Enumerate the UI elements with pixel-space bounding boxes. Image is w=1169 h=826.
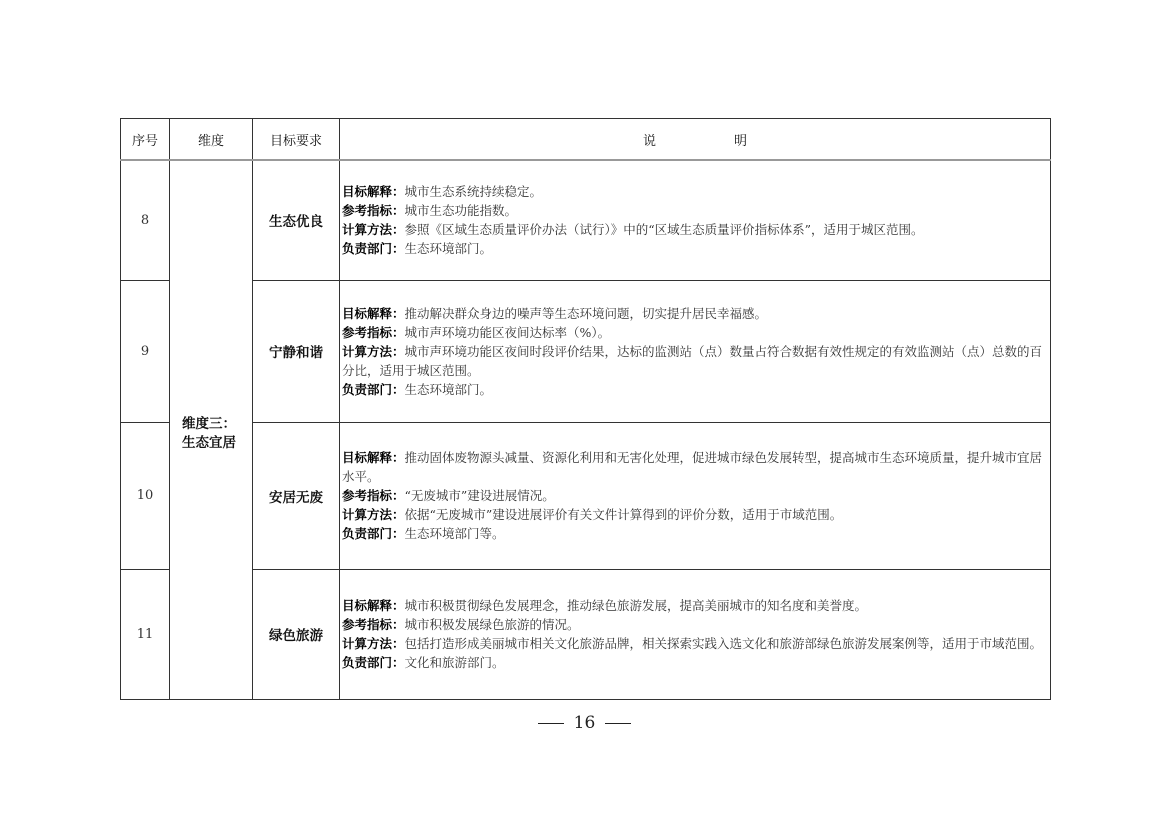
method-line (342, 342, 1048, 380)
indicator-label: 参考指标： (342, 617, 405, 632)
target-line (342, 304, 1048, 323)
dept-label: 负责部门： (342, 526, 405, 541)
target-text: 推动解决群众身边的噪声等生态环境问题，切实提升居民幸福感。 (404, 305, 768, 321)
dept-label: 负责部门： (342, 381, 405, 397)
method-label: 计算方法： (342, 636, 405, 651)
row-number: 9 (121, 280, 170, 422)
indicator-text: 城市生态功能指数。 (404, 203, 518, 219)
dept-text: 生态环境部门。 (404, 381, 493, 397)
table-row (121, 160, 1051, 280)
method-line (342, 634, 1048, 653)
header-description (340, 119, 1051, 161)
indicator-text: 城市声环境功能区夜间达标率（%）。 (404, 324, 611, 340)
dept-label: 负责部门： (342, 655, 405, 670)
indicator-label: 参考指标： (342, 324, 405, 340)
indicator-label: 参考指标： (342, 488, 405, 503)
method-text: 依据“无废城市”建设进展评价有关文件计算得到的评价分数，适用于市域范围。 (404, 507, 843, 522)
dept-label: 负责部门： (342, 241, 405, 257)
row-number: 8 (121, 160, 170, 280)
goal-cell: 生态优良 (253, 160, 340, 280)
indicator-text: “无废城市”建设进展情况。 (404, 488, 555, 503)
dept-line (342, 239, 1048, 258)
target-text: 城市生态系统持续稳定。 (404, 184, 543, 200)
dept-line (342, 524, 1048, 543)
goal-cell: 宁静和谐 (253, 280, 340, 422)
method-line (342, 505, 1048, 524)
indicator-line (342, 201, 1048, 220)
target-line (342, 448, 1048, 486)
target-line (342, 182, 1048, 201)
dept-text: 文化和旅游部门。 (404, 655, 505, 670)
header-description-left: 说 (642, 133, 656, 149)
header-dimension: 维度 (170, 119, 253, 161)
method-text: 包括打造形成美丽城市相关文化旅游品牌，相关探索实践入选文化和旅游部绿色旅游发展案例等，适用于市域范围。 (404, 636, 1043, 651)
target-label: 目标解释： (342, 598, 405, 613)
table-row (121, 422, 1051, 569)
method-label: 计算方法： (342, 222, 405, 238)
dash-left (538, 723, 564, 724)
description-cell (340, 569, 1051, 699)
target-text: 推动固体废物源头减量、资源化利用和无害化处理，促进城市绿色发展转型，提高城市生态环境质量，提升城市宜居水平。 (342, 450, 1043, 484)
dash-right (605, 723, 631, 724)
dept-line (342, 380, 1048, 399)
goal-cell: 安居无废 (253, 422, 340, 569)
indicator-line (342, 323, 1048, 342)
dimension-label-line1: 维度三： (182, 415, 236, 432)
row-number: 10 (121, 422, 170, 569)
dept-text: 生态环境部门。 (404, 241, 493, 257)
table-row (121, 280, 1051, 422)
method-label: 计算方法： (342, 343, 405, 359)
target-label: 目标解释： (342, 305, 405, 321)
header-goal: 目标要求 (253, 119, 340, 161)
row-number: 11 (121, 569, 170, 699)
table-row (121, 569, 1051, 699)
header-description-right: 明 (734, 133, 748, 149)
page-number: 16 (573, 713, 596, 733)
dimension-cell (170, 160, 253, 699)
indicator-line (342, 615, 1048, 634)
method-text: 城市声环境功能区夜间时段评价结果，达标的监测站（点）数量占符合数据有效性规定的有效监测站（点）总数的百分比，适用于城区范围。 (342, 343, 1043, 378)
indicator-table (120, 118, 1051, 700)
description-cell (340, 422, 1051, 569)
goal-cell: 绿色旅游 (253, 569, 340, 699)
page-footer (0, 713, 1169, 733)
dept-line (342, 653, 1048, 672)
method-line (342, 220, 1048, 239)
dept-text: 生态环境部门等。 (404, 526, 505, 541)
indicator-label: 参考指标： (342, 203, 405, 219)
target-text: 城市积极贯彻绿色发展理念，推动绿色旅游发展，提高美丽城市的知名度和美誉度。 (404, 598, 868, 613)
indicator-line (342, 486, 1048, 505)
target-label: 目标解释： (342, 450, 405, 465)
dimension-label-line2: 生态宜居 (182, 434, 236, 451)
target-line (342, 596, 1048, 615)
description-cell (340, 280, 1051, 422)
indicator-text: 城市积极发展绿色旅游的情况。 (404, 617, 580, 632)
method-label: 计算方法： (342, 507, 405, 522)
method-text: 参照《区域生态质量评价办法（试行）》中的“区域生态质量评价指标体系”，适用于城区范围。 (404, 222, 924, 238)
header-no: 序号 (121, 119, 170, 161)
table-header-row (121, 119, 1051, 161)
description-cell (340, 160, 1051, 280)
target-label: 目标解释： (342, 184, 405, 200)
